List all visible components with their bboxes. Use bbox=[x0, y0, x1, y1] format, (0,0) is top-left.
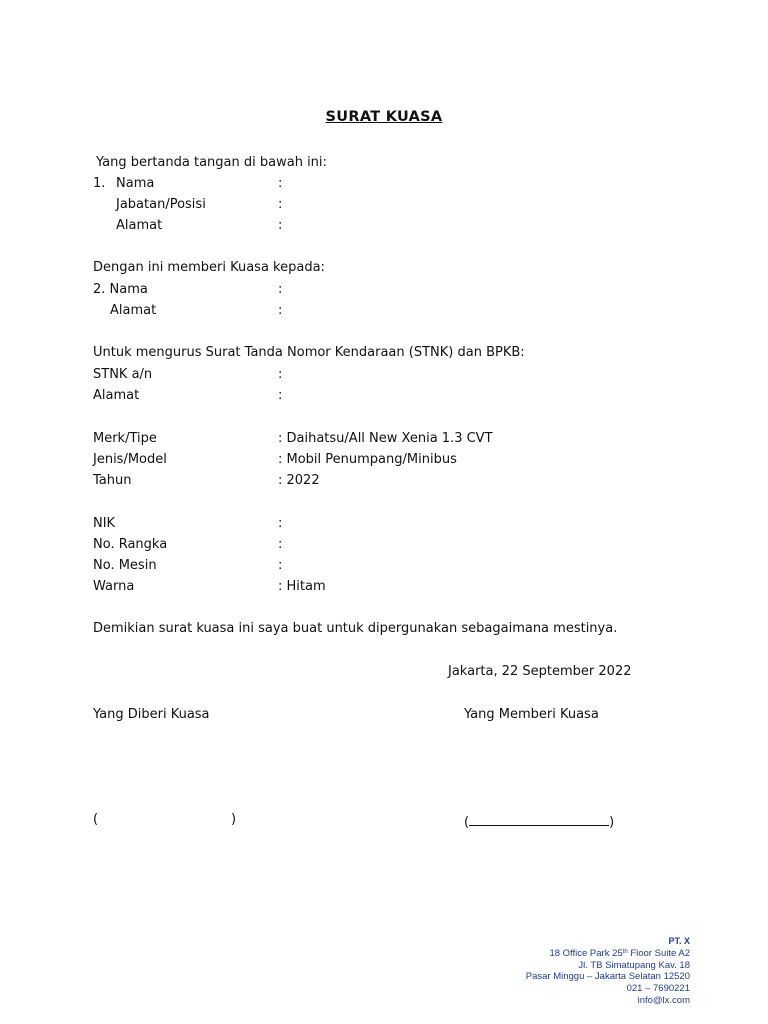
grant-text: Dengan ini memberi Kuasa kepada: bbox=[93, 260, 325, 275]
vehicle-nik-label: NIK bbox=[93, 516, 116, 531]
place-date: Jakarta, 22 September 2022 bbox=[448, 664, 632, 679]
grantee-signature-open: ( bbox=[93, 812, 99, 827]
grantee-signature-close: ) bbox=[231, 812, 237, 827]
grantor-signature-close: ) bbox=[609, 815, 615, 830]
grantor-position-colon: : bbox=[278, 197, 283, 212]
grantor-signature-open: ( bbox=[464, 815, 470, 830]
vehicle-model-label: Jenis/Model bbox=[93, 452, 167, 467]
grantor-name-colon: : bbox=[278, 176, 283, 191]
grantee-address-colon: : bbox=[278, 303, 283, 318]
footer-phone: 021 – 7690221 bbox=[626, 983, 690, 995]
vehicle-chassis-colon: : bbox=[278, 537, 283, 552]
vehicle-nik-colon: : bbox=[278, 516, 283, 531]
grantor-signature-block bbox=[464, 812, 614, 831]
footer-address-line1: 18 Office Park 25th Floor Suite A2 bbox=[549, 947, 690, 959]
footer-company: PT. X bbox=[668, 936, 690, 946]
grantor-name-label: Nama bbox=[116, 176, 155, 191]
stnk-address-colon: : bbox=[278, 388, 283, 403]
footer-email[interactable]: info@lx.com bbox=[637, 994, 690, 1006]
vehicle-brand-value: : Daihatsu/All New Xenia 1.3 CVT bbox=[278, 431, 493, 446]
grantee-name-colon: : bbox=[278, 282, 283, 297]
grantor-address-colon: : bbox=[278, 218, 283, 233]
grantor-signature-label: Yang Memberi Kuasa bbox=[464, 707, 599, 722]
vehicle-brand-label: Merk/Tipe bbox=[93, 431, 157, 446]
vehicle-chassis-label: No. Rangka bbox=[93, 537, 168, 552]
footer-address-line2: Jl. TB Simatupang Kav. 18 bbox=[578, 959, 690, 971]
vehicle-engine-label: No. Mesin bbox=[93, 558, 157, 573]
grantor-address-label: Alamat bbox=[116, 218, 163, 233]
grantor-signature-line bbox=[469, 812, 609, 826]
document-title: SURAT KUASA bbox=[325, 109, 443, 125]
grantee-name-label: 2. Nama bbox=[93, 282, 148, 297]
purpose-text: Untuk mengurus Surat Tanda Nomor Kendaraan (STNK) dan BPKB: bbox=[93, 345, 525, 360]
stnk-owner-label: STNK a/n bbox=[93, 367, 153, 382]
stnk-owner-colon: : bbox=[278, 367, 283, 382]
grantee-signature-label: Yang Diberi Kuasa bbox=[93, 707, 210, 722]
grantor-position-label: Jabatan/Posisi bbox=[116, 197, 206, 212]
vehicle-model-value: : Mobil Penumpang/Minibus bbox=[278, 452, 457, 467]
vehicle-year-value: : 2022 bbox=[278, 473, 320, 488]
vehicle-year-label: Tahun bbox=[93, 473, 132, 488]
vehicle-color-label: Warna bbox=[93, 579, 135, 594]
grantee-address-label: Alamat bbox=[110, 303, 157, 318]
intro-text: Yang bertanda tangan di bawah ini: bbox=[96, 155, 327, 170]
grantor-number: 1. bbox=[93, 176, 106, 191]
company-footer bbox=[526, 936, 690, 1007]
vehicle-color-value: : Hitam bbox=[278, 579, 326, 594]
closing-text: Demikian surat kuasa ini saya buat untuk dipergunakan sebagaimana mestinya. bbox=[93, 621, 618, 636]
stnk-address-label: Alamat bbox=[93, 388, 140, 403]
footer-address-line3: Pasar Minggu – Jakarta Selatan 12520 bbox=[525, 971, 690, 983]
vehicle-engine-colon: : bbox=[278, 558, 283, 573]
